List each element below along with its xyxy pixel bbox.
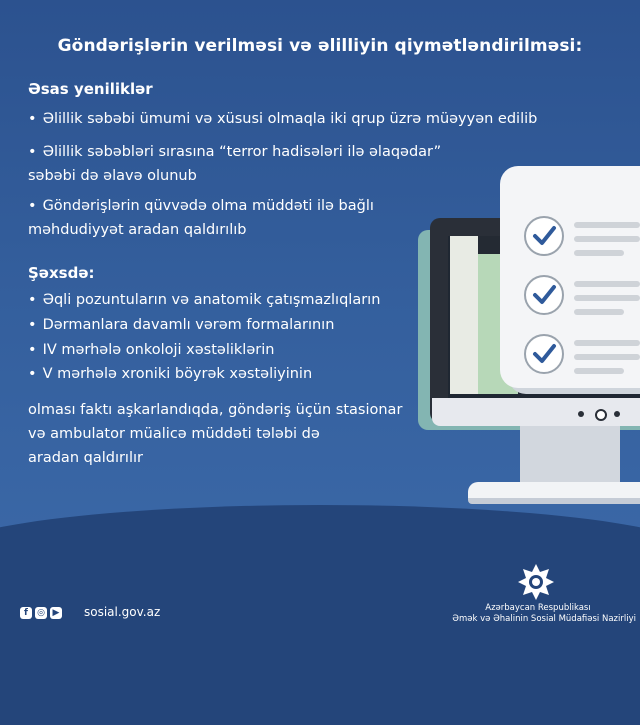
paragraph-line: olması faktı aşkarlandıqda, göndəriş üçün stasionar xyxy=(28,402,403,418)
ministry-logo-icon xyxy=(516,562,556,602)
list-item: • Əlillik səbəbi ümumi və xüsusi olmaqla iki qrup üzrə müəyyən edilib xyxy=(28,111,538,127)
checklist-line xyxy=(574,354,640,360)
list-item: • V mərhələ xroniki böyrək xəstəliyinin xyxy=(28,366,313,382)
checklist-line xyxy=(574,222,640,228)
youtube-icon[interactable]: ▶ xyxy=(50,607,62,619)
paragraph-line: və ambulator müalicə müddəti tələbi də xyxy=(28,426,320,442)
closing-paragraph xyxy=(28,398,428,470)
list-item: • IV mərhələ onkoloji xəstəliklərin xyxy=(28,342,275,358)
webcam-icon xyxy=(595,409,607,421)
monitor-neck xyxy=(520,426,620,486)
instagram-icon[interactable]: ◎ xyxy=(35,607,47,619)
checklist-line xyxy=(574,368,624,374)
paragraph-line: aradan qaldırılır xyxy=(28,450,143,466)
monitor-chin xyxy=(432,398,640,426)
checkmark-icon xyxy=(524,275,564,315)
checkmark-icon xyxy=(524,216,564,256)
checklist-line xyxy=(574,250,624,256)
monitor-dot xyxy=(614,411,620,417)
list-item-continuation: səbəbi də əlavə olunub xyxy=(28,168,197,184)
monitor-stand-shadow xyxy=(468,498,640,504)
section-heading-person: Şəxsdə: xyxy=(28,264,95,282)
list-item: • Göndərişlərin qüvvədə olma müddəti ilə bağlı xyxy=(28,198,374,214)
page-title: Göndərişlərin verilməsi və əlilliyin qiymətləndirilməsi: xyxy=(57,36,583,56)
facebook-icon[interactable]: f xyxy=(20,607,32,619)
list-item: • Əqli pozuntuların və anatomik çatışmazlıqların xyxy=(28,292,381,308)
checklist-line xyxy=(574,295,640,301)
org-name-line2: Əmək və Əhalinin Sosial Müdafiəsi Nazirliyi xyxy=(452,614,636,624)
screen-panel xyxy=(450,236,478,394)
checklist-line xyxy=(574,309,624,315)
section-heading-main-news: Əsas yeniliklər xyxy=(28,80,153,98)
list-item: • Dərmanlara davamlı vərəm formalarının xyxy=(28,317,335,333)
social-icons xyxy=(20,607,62,619)
list-item-continuation: məhdudiyyət aradan qaldırılıb xyxy=(28,222,247,238)
checklist-line xyxy=(574,340,640,346)
monitor-dot xyxy=(578,411,584,417)
checkmark-icon xyxy=(524,334,564,374)
list-item: • Əlillik səbəbləri sırasına “terror hadisələri ilə əlaqədar” xyxy=(28,144,442,160)
checklist-line xyxy=(574,281,640,287)
website-link[interactable]: sosial.gov.az xyxy=(84,605,161,619)
org-name-line1: Azərbaycan Respublikası xyxy=(485,603,591,613)
checklist-line xyxy=(574,236,640,242)
